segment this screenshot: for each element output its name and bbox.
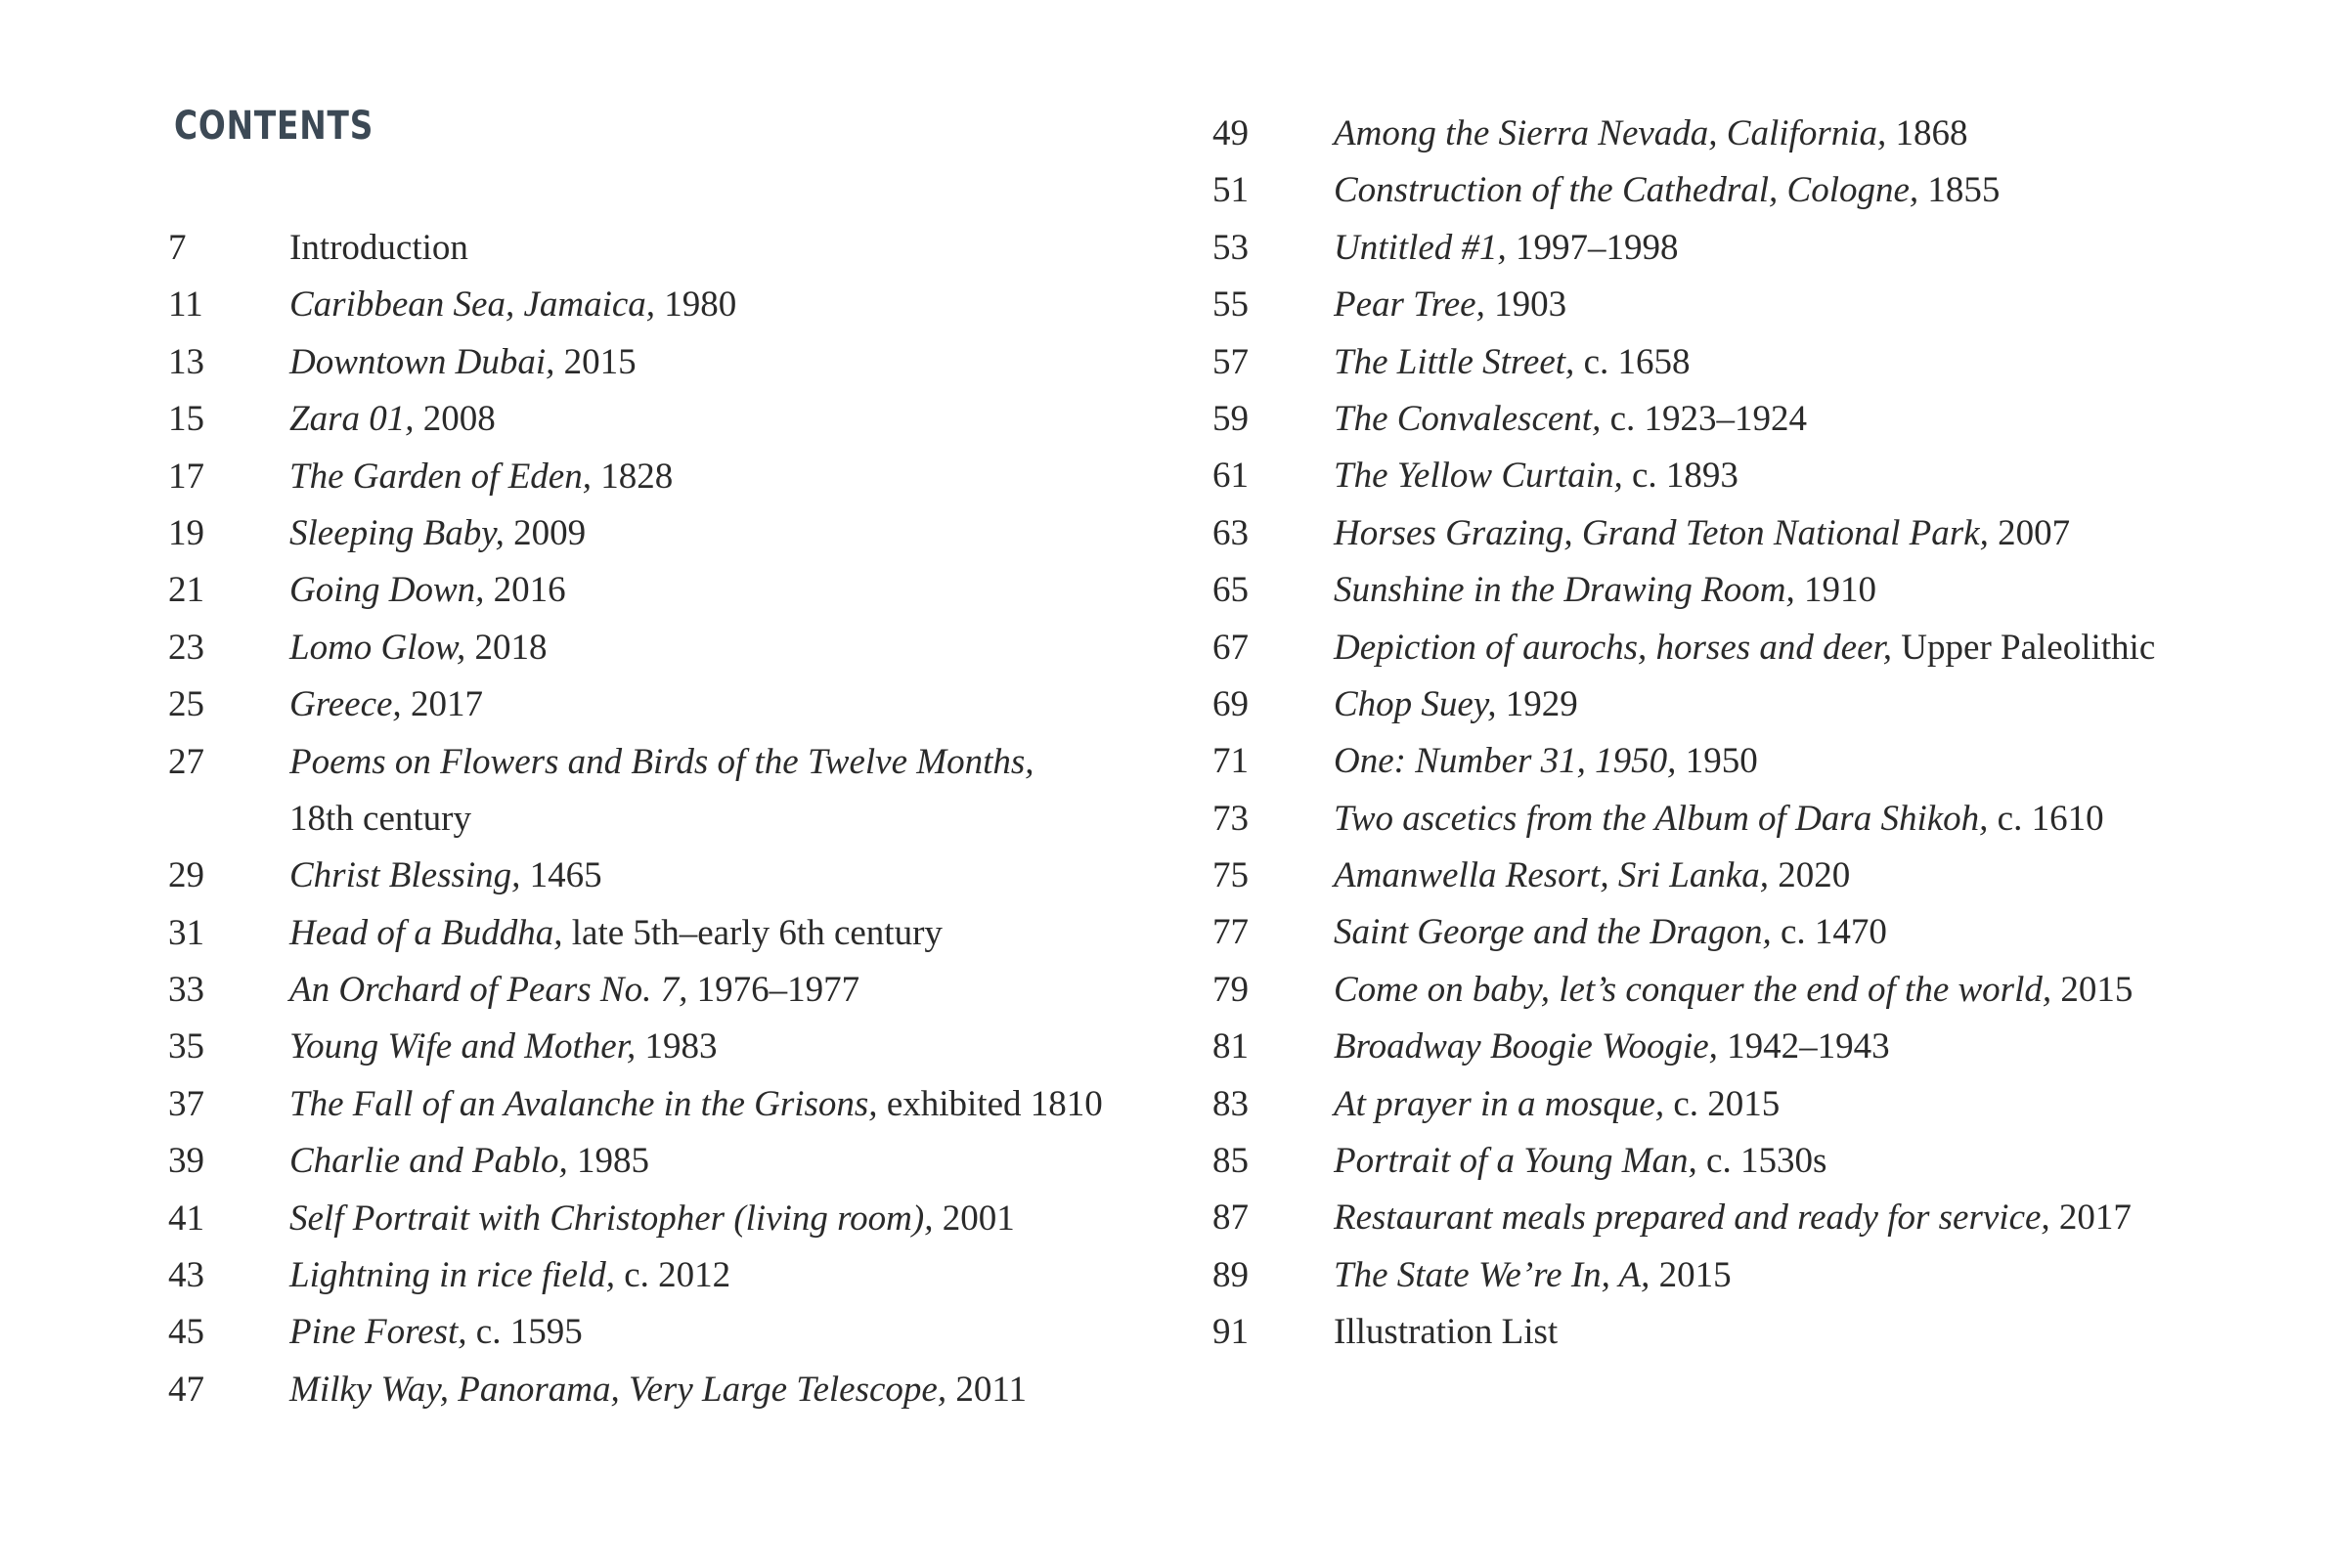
entry-title-italic: Self Portrait with Christopher (living room),	[289, 1198, 934, 1239]
entry-date: 2015	[2051, 969, 2134, 1010]
entry-title	[1334, 676, 1578, 733]
entry-date: 2001	[933, 1198, 1015, 1239]
entry-title-italic: Amanwella Resort, Sri Lanka,	[1334, 855, 1770, 896]
entry-title	[1334, 1076, 1780, 1133]
entry-title	[289, 1304, 583, 1361]
entry-date: 2017	[2049, 1198, 2132, 1239]
page-number: 63	[1212, 512, 1249, 553]
entry-date: 1997–1998	[1506, 227, 1679, 268]
entry-title-italic: The Little Street,	[1334, 341, 1575, 382]
entry-title	[289, 1019, 718, 1075]
entry-date: Introduction	[289, 228, 468, 268]
entry-title-italic: Portrait of a Young Man,	[1334, 1141, 1697, 1182]
entry-date: 2009	[504, 512, 587, 553]
entry-title	[1334, 733, 1758, 790]
entry-title	[1334, 1304, 1558, 1361]
entry-date: 1855	[1918, 170, 2001, 211]
entry-title-italic: Zara 01,	[289, 399, 415, 440]
entry-title-italic: Lomo Glow,	[289, 627, 466, 668]
entry-title	[1334, 162, 2000, 219]
entry-date: late 5th–early 6th century	[562, 912, 943, 953]
entry-title-italic: Broadway Boogie Woogie,	[1334, 1026, 1718, 1067]
entry-date: 1929	[1496, 683, 1578, 724]
entry-date: c. 1595	[466, 1312, 583, 1353]
page-number: 53	[1212, 227, 1249, 268]
entry-title	[289, 562, 566, 619]
entry-date: exhibited 1810	[877, 1083, 1103, 1124]
entry-date: 2017	[401, 684, 483, 725]
page-number: 81	[1212, 1026, 1249, 1067]
page-number: 69	[1212, 683, 1249, 724]
page-number: 17	[168, 456, 204, 497]
page-number: 23	[168, 627, 204, 668]
page-number: 55	[1212, 284, 1249, 326]
entry-title-italic: Untitled #1,	[1334, 227, 1507, 268]
page-number: 47	[168, 1369, 204, 1410]
page-number: 45	[168, 1312, 204, 1353]
entry-date: c. 1893	[1622, 456, 1738, 497]
page-number: 11	[168, 284, 203, 326]
entry-title	[289, 962, 859, 1019]
entry-title-italic: Sleeping Baby,	[289, 512, 505, 553]
entry-title-italic: Lightning in rice field,	[289, 1255, 615, 1296]
page-number: 89	[1212, 1254, 1249, 1295]
entry-date: 1942–1943	[1717, 1026, 1890, 1067]
entry-date: 1976–1977	[687, 970, 860, 1011]
entry-title	[1334, 848, 1850, 904]
entry-title-italic: Charlie and Pablo,	[289, 1141, 568, 1182]
entry-title-italic: Restaurant meals prepared and ready for service,	[1334, 1198, 2050, 1239]
page-number: 49	[1212, 113, 1249, 153]
entry-date: 2015	[554, 341, 637, 382]
entry-title	[1334, 904, 1887, 961]
entry-title	[289, 449, 673, 505]
entry-title	[1334, 220, 1679, 277]
entry-title-italic: Among the Sierra Nevada, California,	[1334, 113, 1887, 153]
page-number: 57	[1212, 341, 1249, 382]
entry-date: 18th century	[289, 798, 471, 839]
entry-title	[1334, 1019, 1890, 1075]
page-number: 25	[168, 684, 204, 725]
entry-title-italic: Pear Tree,	[1334, 284, 1485, 326]
entry-title	[289, 848, 602, 904]
entry-title-italic: Two ascetics from the Album of Dara Shikoh,	[1334, 798, 1989, 839]
entry-date: c. 2015	[1664, 1083, 1781, 1124]
entry-title	[289, 791, 471, 848]
entry-title	[289, 734, 1034, 791]
page-number: 59	[1212, 398, 1249, 439]
entry-title	[289, 505, 586, 562]
entry-title-italic: Christ Blessing,	[289, 855, 521, 896]
entry-title	[289, 620, 547, 676]
entry-title	[289, 1247, 730, 1304]
entry-title-italic: Horses Grazing, Grand Teton National Park,	[1334, 512, 1989, 553]
entry-title	[1334, 334, 1691, 391]
page-number: 7	[168, 228, 187, 268]
entry-title-italic: One: Number 31, 1950,	[1334, 741, 1677, 782]
entry-title	[1334, 277, 1566, 333]
entry-title-italic: Downtown Dubai,	[289, 341, 555, 382]
page-number: 79	[1212, 969, 1249, 1010]
page-number: 27	[168, 741, 204, 782]
page-number: 71	[1212, 741, 1249, 782]
page-number: 67	[1212, 627, 1249, 668]
entry-title-italic: The State We’re In, A,	[1334, 1254, 1650, 1295]
entry-title-italic: Going Down,	[289, 570, 485, 611]
entry-title	[289, 1191, 1015, 1247]
page-number: 75	[1212, 855, 1249, 896]
page-number: 19	[168, 512, 204, 553]
entry-title-italic: The Fall of an Avalanche in the Grisons,	[289, 1083, 878, 1124]
page-number: 31	[168, 912, 204, 953]
entry-date: 2015	[1650, 1254, 1732, 1295]
entry-date: 1980	[655, 284, 737, 326]
entry-title-italic: The Convalescent,	[1334, 398, 1602, 439]
entry-title	[289, 391, 496, 448]
page-number: 87	[1212, 1198, 1249, 1239]
entry-title-italic: An Orchard of Pears No. 7,	[289, 970, 688, 1011]
entry-date: Upper Paleolithic	[1892, 627, 2156, 668]
entry-title	[1334, 106, 1968, 162]
entry-title	[1334, 448, 1738, 504]
page-number: 77	[1212, 912, 1249, 953]
entry-title-italic: Depiction of aurochs, horses and deer,	[1334, 627, 1893, 668]
page-number: 41	[168, 1198, 204, 1239]
entry-title	[1334, 791, 2104, 848]
entry-title-italic: Construction of the Cathedral, Cologne,	[1334, 170, 1919, 211]
entry-date: c. 1530s	[1696, 1141, 1827, 1182]
entry-title-italic: Saint George and the Dragon,	[1334, 912, 1772, 953]
entry-date: 2020	[1769, 855, 1851, 896]
contents-heading: CONTENTS	[174, 104, 374, 149]
page-number: 13	[168, 341, 204, 382]
entry-date: c. 1658	[1574, 341, 1691, 382]
entry-date: 2008	[414, 399, 496, 440]
entry-title-italic: Greece,	[289, 684, 402, 725]
page-number: 21	[168, 570, 204, 611]
entry-date: 2011	[946, 1369, 1027, 1410]
page-number: 29	[168, 855, 204, 896]
entry-date: c. 1610	[1988, 798, 2104, 839]
page-number: 15	[168, 399, 204, 440]
entry-date: 1983	[636, 1026, 718, 1067]
page-number: 65	[1212, 570, 1249, 611]
page-number: 35	[168, 1026, 204, 1067]
page-number: 91	[1212, 1312, 1249, 1353]
entry-date: Illustration List	[1334, 1312, 1559, 1353]
entry-date: 1465	[520, 855, 602, 896]
entry-date: c. 1470	[1771, 912, 1887, 953]
page-number: 73	[1212, 798, 1249, 839]
entry-title-italic: The Yellow Curtain,	[1334, 456, 1623, 497]
entry-title	[289, 334, 637, 391]
entry-title	[289, 220, 468, 277]
entry-title	[1334, 1247, 1732, 1304]
entry-title	[289, 905, 943, 962]
page-number: 33	[168, 970, 204, 1011]
page-number: 39	[168, 1141, 204, 1182]
entry-title-italic: Poems on Flowers and Birds of the Twelve Months,	[289, 741, 1034, 782]
entry-title	[289, 277, 736, 333]
entry-date: 2007	[1988, 512, 2071, 553]
entry-title-italic: Head of a Buddha,	[289, 912, 563, 953]
entry-title-italic: Milky Way, Panorama, Very Large Telescope,	[289, 1369, 947, 1410]
entry-title-italic: Chop Suey,	[1334, 683, 1497, 724]
entry-date: c. 1923–1924	[1601, 398, 1808, 439]
entry-date: 1903	[1484, 284, 1567, 326]
entry-title	[1334, 620, 2155, 676]
entry-date: 2018	[465, 627, 548, 668]
entry-date: c. 2012	[614, 1255, 731, 1296]
entry-title-italic: Pine Forest,	[289, 1312, 467, 1353]
entry-title	[1334, 962, 2133, 1019]
entry-title-italic: Young Wife and Mother,	[289, 1026, 637, 1067]
entry-date: 2016	[484, 570, 566, 611]
entry-title-italic: The Garden of Eden,	[289, 456, 592, 497]
entry-title	[289, 1076, 1103, 1133]
page-number: 43	[168, 1255, 204, 1296]
entry-title	[1334, 505, 2070, 562]
entry-title	[1334, 562, 1876, 619]
entry-title	[289, 676, 483, 733]
entry-date: 1910	[1794, 570, 1876, 611]
page-number: 85	[1212, 1141, 1249, 1182]
entry-date: 1868	[1886, 113, 1968, 153]
entry-date: 1985	[567, 1141, 649, 1182]
entry-title-italic: At prayer in a mosque,	[1334, 1083, 1665, 1124]
page-number: 61	[1212, 456, 1249, 497]
entry-title	[289, 1133, 649, 1190]
page-number: 51	[1212, 170, 1249, 211]
entry-title-italic: Come on baby, let’s conquer the end of the world,	[1334, 969, 2052, 1010]
entry-title	[1334, 1190, 2132, 1246]
entry-title	[1334, 391, 1807, 448]
entry-date: 1950	[1676, 741, 1758, 782]
entry-title-italic: Sunshine in the Drawing Room,	[1334, 570, 1795, 611]
page-number: 83	[1212, 1083, 1249, 1124]
entry-date: 1828	[591, 456, 674, 497]
entry-title	[1334, 1133, 1826, 1190]
entry-title-italic: Caribbean Sea, Jamaica,	[289, 284, 656, 326]
page-number: 37	[168, 1083, 204, 1124]
entry-title	[289, 1362, 1027, 1418]
